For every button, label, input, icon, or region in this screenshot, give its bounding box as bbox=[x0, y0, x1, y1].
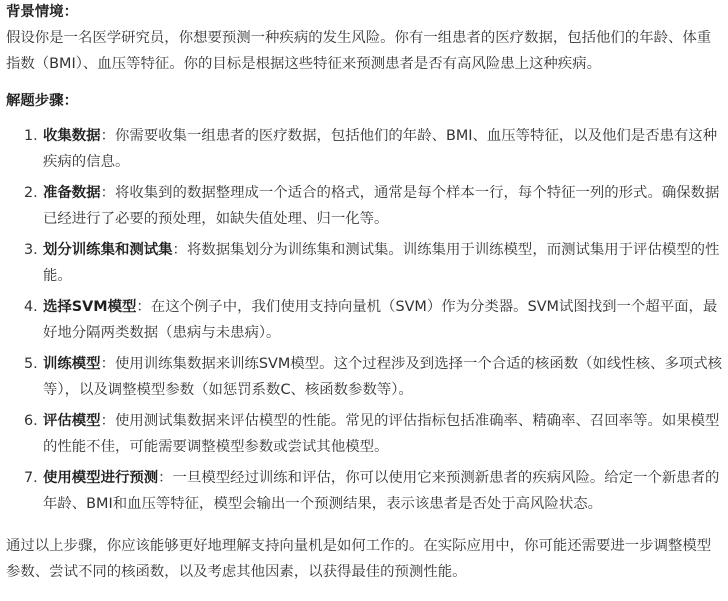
step-title: 选择SVM模型 bbox=[43, 299, 137, 315]
steps-heading: 解题步骤： bbox=[6, 93, 78, 109]
step-text: 一旦模型经过训练和评估，你可以使用它来预测新患者的疾病风险。给定一个新患者的年龄、BMI和血压等特征，模型会输出一个预测结果，表示该患者是否处于高风险状态。 bbox=[43, 470, 720, 512]
step-item bbox=[24, 294, 722, 346]
summary-paragraph: 通过以上步骤，你应该能够更好地理解支持向量机是如何工作的。在实际应用中，你可能还需要进一步调整模型参数、尝试不同的核函数，以及考虑其他因素，以获得最佳的预测性能。 bbox=[6, 538, 712, 580]
step-number: 7. bbox=[24, 470, 38, 486]
step-title: 准备数据 bbox=[43, 185, 101, 201]
steps-list bbox=[6, 123, 722, 517]
step-number: 3. bbox=[24, 242, 38, 258]
step-item bbox=[24, 408, 722, 460]
step-item bbox=[24, 237, 722, 289]
step-separator: ： bbox=[100, 413, 115, 429]
step-text: 在这个例子中，我们使用支持向量机（SVM）作为分类器。SVM试图找到一个超平面，最好地分隔两类数据（患病与未患病）。 bbox=[43, 299, 718, 341]
step-separator: ： bbox=[158, 470, 173, 486]
step-text: 将数据集划分为训练集和测试集。训练集用于训练模型，而测试集用于评估模型的性能。 bbox=[43, 242, 720, 284]
step-title: 划分训练集和测试集 bbox=[43, 242, 173, 258]
step-text: 使用训练集数据来训练SVM模型。这个过程涉及到选择一个合适的核函数（如线性核、多项式核等），以及调整模型参数（如惩罚系数C、核函数参数等）。 bbox=[43, 356, 723, 398]
step-text: 使用测试集数据来评估模型的性能。常见的评估指标包括准确率、精确率、召回率等。如果模型的性能不佳，可能需要调整模型参数或尝试其他模型。 bbox=[43, 413, 720, 455]
step-title: 使用模型进行预测 bbox=[43, 470, 159, 486]
step-text: 你需要收集一组患者的医疗数据，包括他们的年龄、BMI、血压等特征，以及他们是否患有这种疾病的信息。 bbox=[43, 128, 718, 170]
step-item bbox=[24, 123, 722, 175]
step-number: 5. bbox=[24, 356, 38, 372]
step-item bbox=[24, 465, 722, 517]
step-separator: ： bbox=[100, 128, 115, 144]
step-title: 评估模型 bbox=[43, 413, 101, 429]
step-separator: ： bbox=[100, 185, 115, 201]
step-number: 1. bbox=[24, 128, 38, 144]
step-item bbox=[24, 351, 723, 403]
background-paragraph: 假设你是一名医学研究员，你想要预测一种疾病的发生风险。你有一组患者的医疗数据，包括他们的年龄、体重指数（BMI）、血压等特征。你的目标是根据这些特征来预测患者是否有高风险患上这种疾病。 bbox=[6, 30, 712, 72]
step-number: 2. bbox=[24, 185, 38, 201]
step-separator: ： bbox=[172, 242, 187, 258]
step-item bbox=[24, 180, 722, 232]
step-number: 4. bbox=[24, 299, 38, 315]
background-heading: 背景情境： bbox=[6, 4, 78, 20]
step-title: 训练模型 bbox=[43, 356, 101, 372]
step-title: 收集数据 bbox=[43, 128, 101, 144]
step-separator: ： bbox=[100, 356, 115, 372]
step-number: 6. bbox=[24, 413, 38, 429]
step-separator: ： bbox=[136, 299, 151, 315]
step-text: 将收集到的数据整理成一个适合的格式，通常是每个样本一行，每个特征一列的形式。确保数据已经进行了必要的预处理，如缺失值处理、归一化等。 bbox=[43, 185, 720, 227]
